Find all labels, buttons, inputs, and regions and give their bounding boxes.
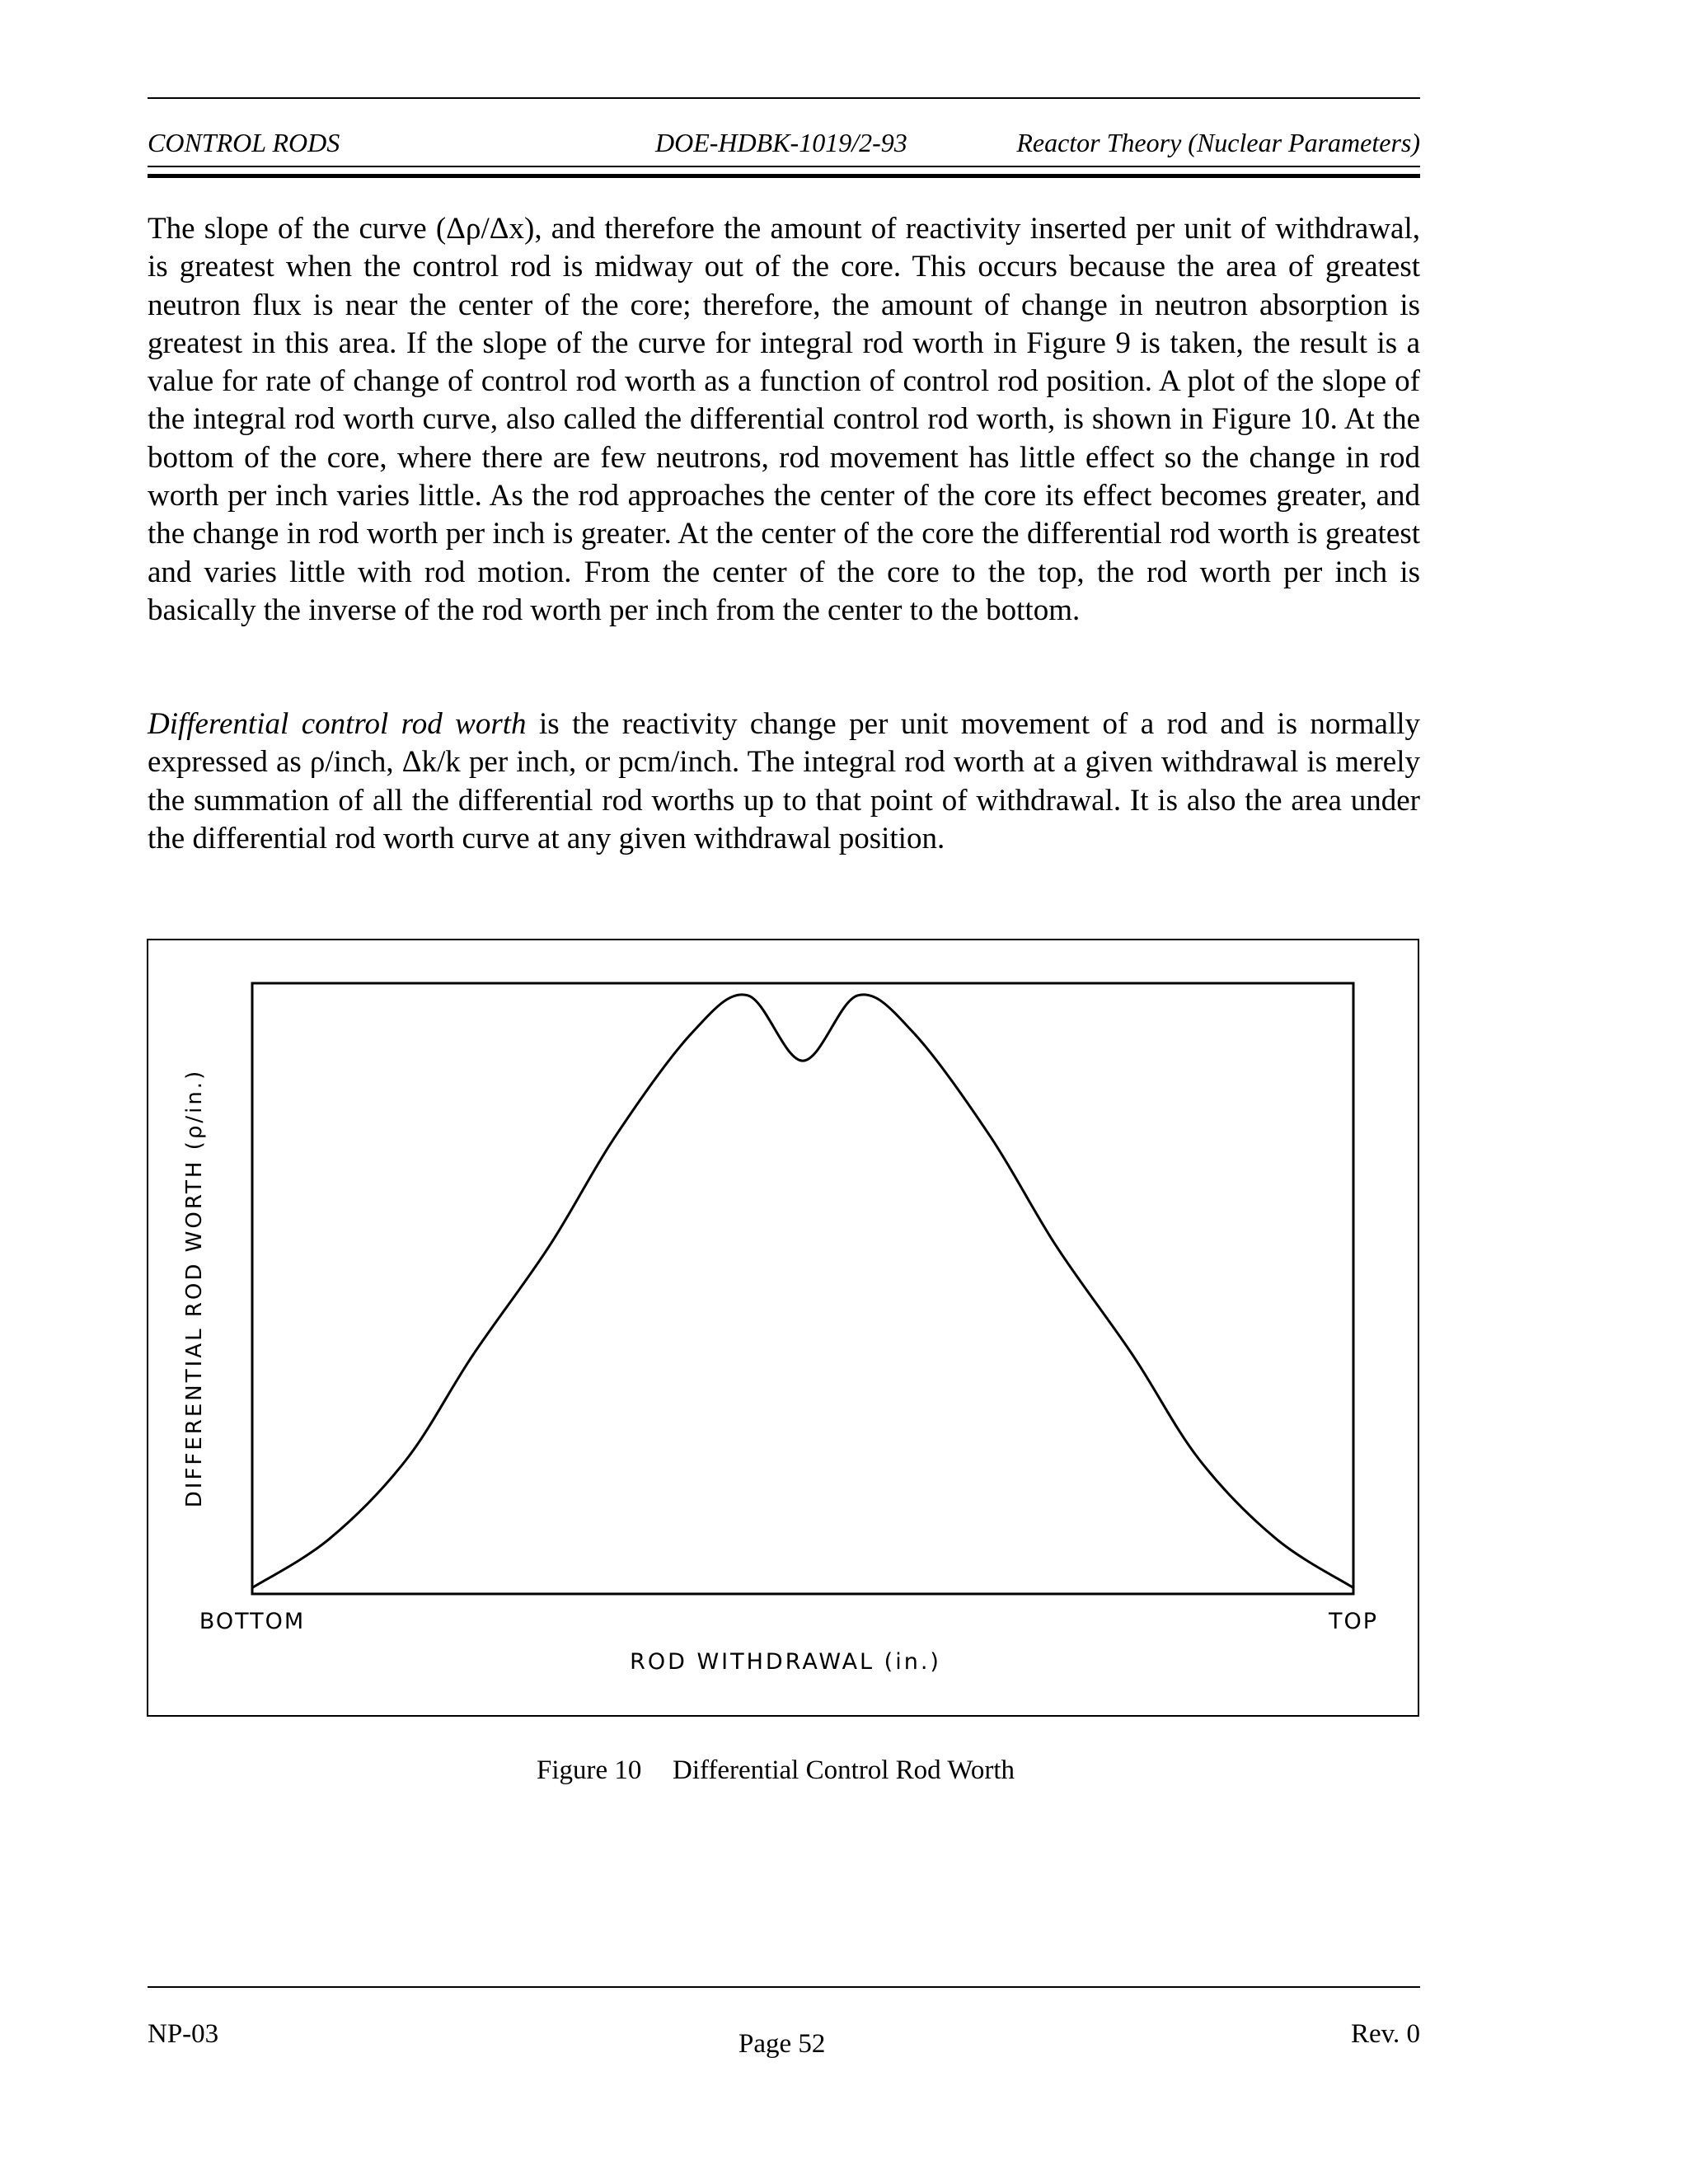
header-document-id: DOE-HDBK-1019/2-93 <box>655 128 907 157</box>
figure-caption-label: Figure 10 <box>537 1755 642 1785</box>
defined-term: Differential control rod worth <box>148 707 527 741</box>
footer-rule <box>148 1986 1420 1988</box>
footer-page-number: Page 52 <box>738 2029 826 2059</box>
body-paragraph-2-text: is the reactivity change per unit movement of a rod and is normally expressed as ρ/inch, Δk/k per inch, or pcm/inch. The integral rod worth at a given withdrawal is merely the summation of all the differential rod worths up to that point of withdrawal. It is also the area under the differential rod worth curve at any given withdrawal position. <box>148 707 1421 855</box>
footer-module-id: NP-03 <box>148 2019 219 2049</box>
header-bottom-rule-thick <box>148 174 1420 178</box>
differential-rod-worth-chart <box>148 940 1418 1715</box>
header-chapter-title: Reactor Theory (Nuclear Parameters) <box>1016 128 1420 157</box>
differential-rod-worth-curve <box>252 995 1353 1588</box>
header-top-rule <box>148 97 1420 99</box>
body-paragraph-2 <box>148 705 1420 858</box>
y-axis-label: DIFFERENTIAL ROD WORTH (ρ/in.) <box>182 1068 207 1508</box>
plot-area-frame <box>252 983 1353 1594</box>
footer-revision: Rev. 0 <box>1350 2019 1420 2049</box>
body-paragraph-1: The slope of the curve (Δρ/Δx), and therefore the amount of reactivity inserted per unit of withdrawal, is greatest when the control rod is midway out of the core. This occurs because the area of greatest neutron flux is near the center of the core; therefore, the amount of change in neutron absorption is greatest in this area. If the slope of the curve for integral rod worth in Figure 9 is taken, the result is a value for rate of change of control rod worth as a function of control rod position. A plot of the slope of the integral rod worth curve, also called the differential control rod worth, is shown in Figure 10. At the bottom of the core, where there are few neutrons, rod movement has little effect so the change in rod worth per inch varies little. As the rod approaches the center of the core its effect becomes greater, and the change in rod worth per inch is greater. At the center of the core the differential rod worth is greatest and varies little with rod motion. From the center of the core to the top, the rod worth per inch is basically the inverse of the rod worth per inch from the center to the bottom. <box>148 212 1420 627</box>
x-tick-label-bottom: BOTTOM <box>199 1609 306 1634</box>
x-axis-label: ROD WITHDRAWAL (in.) <box>630 1649 941 1675</box>
x-tick-label-top: TOP <box>1328 1609 1379 1634</box>
header-section-title: CONTROL RODS <box>148 128 340 157</box>
figure-caption-title: Differential Control Rod Worth <box>673 1755 1015 1785</box>
figure-frame <box>147 939 1419 1717</box>
header-bottom-rule-thin <box>148 166 1420 167</box>
